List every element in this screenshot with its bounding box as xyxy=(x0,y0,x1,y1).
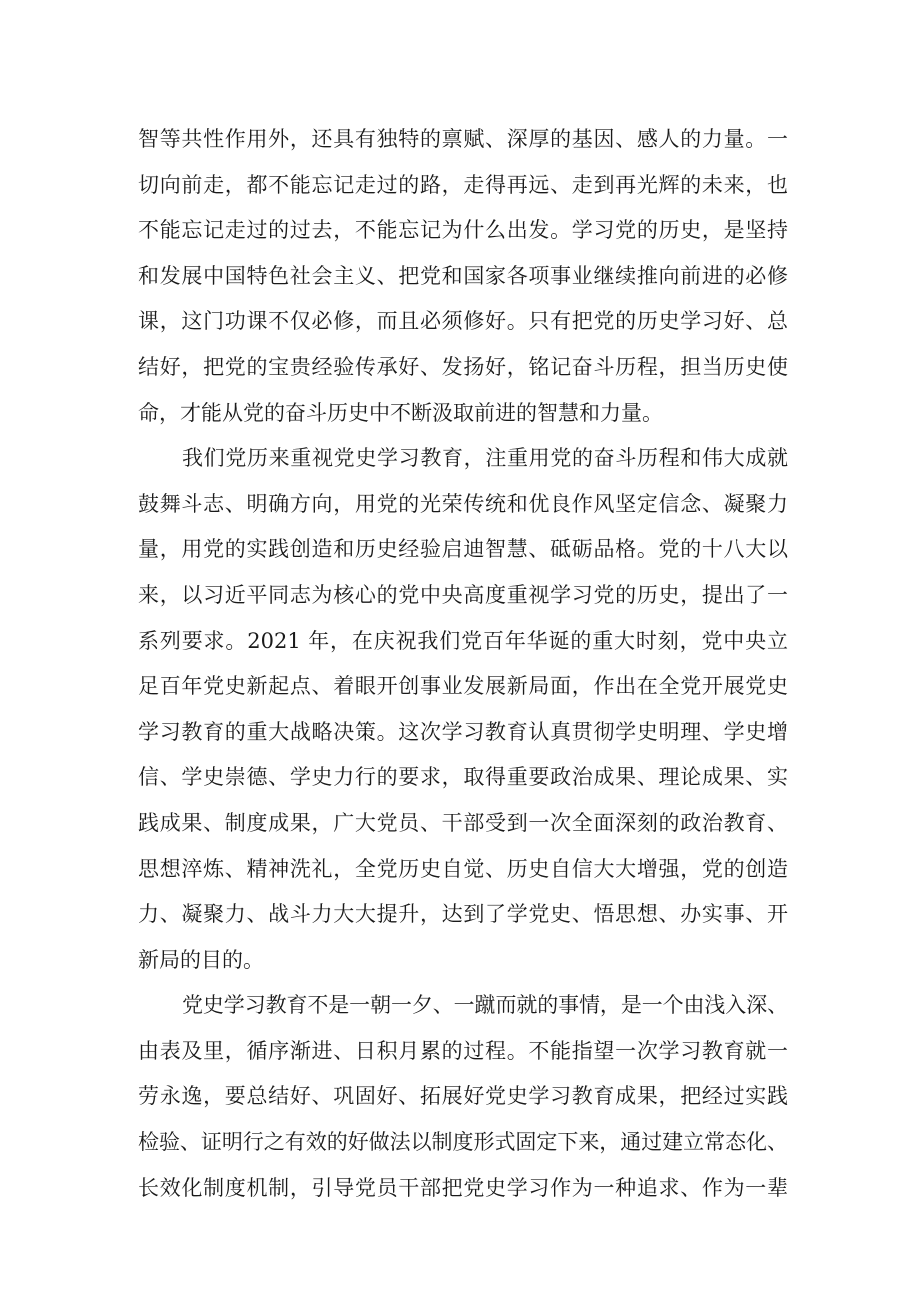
text-line: 命，才能从党的奋斗历史中不断汲取前进的智慧和力量。 xyxy=(138,400,663,425)
paragraph-3 xyxy=(138,983,788,1211)
text-line: 检验、证明行之有效的好做法以制度形式固定下来，通过建立常态化、 xyxy=(138,1130,788,1155)
text-line: 不能忘记走过的过去，不能忘记为什么出发。学习党的历史，是坚持 xyxy=(138,218,788,243)
text-line: 切向前走，都不能忘记走过的路，走得再远、走到再光辉的未来，也 xyxy=(138,172,788,197)
document-body xyxy=(138,117,788,1211)
text-line: 力、凝聚力、战斗力大大提升，达到了学党史、悟思想、办实事、开 xyxy=(138,902,788,927)
text-line: 学习教育的重大战略决策。这次学习教育认真贯彻学史明理、学史增 xyxy=(138,719,788,744)
text-line: 系列要求。2021 年，在庆祝我们党百年华诞的重大时刻，党中央立 xyxy=(138,628,788,653)
text-line: 量，用党的实践创造和历史经验启迪智慧、砥砺品格。党的十八大以 xyxy=(138,537,788,562)
text-line: 鼓舞斗志、明确方向，用党的光荣传统和优良作风坚定信念、凝聚力 xyxy=(138,491,788,516)
text-line: 信、学史崇德、学史力行的要求，取得重要政治成果、理论成果、实 xyxy=(138,765,788,790)
paragraph-2 xyxy=(138,436,788,983)
text-line: 来，以习近平同志为核心的党中央高度重视学习党的历史，提出了一 xyxy=(138,582,788,607)
text-line: 党史学习教育不是一朝一夕、一蹴而就的事情，是一个由浅入深、 xyxy=(182,993,788,1018)
text-line: 我们党历来重视党史学习教育，注重用党的奋斗历程和伟大成就 xyxy=(182,446,788,471)
text-line: 长效化制度机制，引导党员干部把党史学习作为一种追求、作为一辈 xyxy=(138,1175,788,1200)
text-line: 践成果、制度成果，广大党员、干部受到一次全面深刻的政治教育、 xyxy=(138,810,788,835)
text-line: 由表及里，循序渐进、日积月累的过程。不能指望一次学习教育就一 xyxy=(138,1038,788,1063)
text-line: 足百年党史新起点、着眼开创事业发展新局面，作出在全党开展党史 xyxy=(138,674,788,699)
text-line: 劳永逸，要总结好、巩固好、拓展好党史学习教育成果，把经过实践 xyxy=(138,1084,788,1109)
text-line: 新局的目的。 xyxy=(138,947,264,972)
text-line: 课，这门功课不仅必修，而且必须修好。只有把党的历史学习好、总 xyxy=(138,309,788,334)
text-line: 结好，把党的宝贵经验传承好、发扬好，铭记奋斗历程，担当历史使 xyxy=(138,354,788,379)
paragraph-1 xyxy=(138,117,788,436)
text-line: 智等共性作用外，还具有独特的禀赋、深厚的基因、感人的力量。一 xyxy=(138,127,788,151)
text-line: 和发展中国特色社会主义、把党和国家各项事业继续推向前进的必修 xyxy=(138,263,788,288)
text-line: 思想淬炼、精神洗礼，全党历史自觉、历史自信大大增强，党的创造 xyxy=(138,856,788,881)
